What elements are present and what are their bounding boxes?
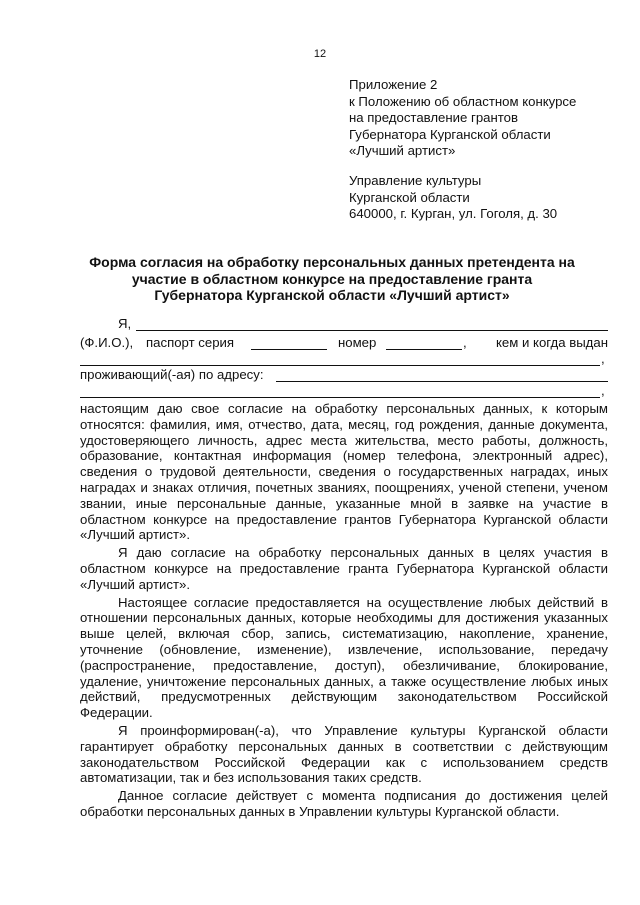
paragraph: настоящим даю свое согласие на обработку персональных данных, к которым относятся: фамилия, имя, отчество, дата, месяц, год рождения, данные документа, удостоверяющего личность, адрес места жительства, место работы, должность, образование, контактная информация (номер телефона, электронный адрес), сведения о трудовой деятельности, сведения о государственных наградах, иных наградах и знаках отличия, почетных званиях, поощрениях, ученой степени, ученом звании, иные персональные данные, указанные мной в заявке на участие в областном конкурсе на предоставление грантов Губернатора Курганской области «Лучший артист». bbox=[80, 401, 608, 543]
ya-label: Я, bbox=[118, 316, 132, 331]
appendix-line: «Лучший артист» bbox=[349, 143, 456, 159]
form-title bbox=[70, 254, 594, 304]
title-line: Форма согласия на обработку персональных данных претендента на bbox=[89, 254, 575, 270]
addressee-line: 640000, г. Курган, ул. Гоголя, д. 30 bbox=[349, 206, 558, 222]
appendix-line: на предоставление грантов bbox=[349, 110, 519, 126]
paragraph: Настоящее согласие предоставляется на осуществление любых действий в отношении персональных данных, которые необходимы для достижения указанных выше целей, включая сбор, запись, систематизацию, накопление, хранение, уточнение (обновление, изменение), извлечение, использование, передачу (распространение, предоставление, доступ), обезличивание, блокирование, удаление, уничтожение персональных данных, а также осуществление любых иных действий, предусмотренных действующим законодательством Российской Федерации. bbox=[80, 594, 608, 721]
page-number: 12 bbox=[313, 48, 327, 60]
addressee-line: Управление культуры bbox=[349, 173, 482, 188]
paragraph: Данное согласие действует с момента подписания до достижения целей обработки персональных данных в Управлении культуры Курганской области. bbox=[80, 788, 608, 819]
addressee-block bbox=[349, 173, 557, 223]
comma: , bbox=[601, 351, 605, 366]
consent-body bbox=[80, 401, 608, 820]
comma: , bbox=[601, 383, 605, 398]
address-label: проживающий(-ая) по адресу: bbox=[80, 367, 264, 382]
passport-series-field[interactable] bbox=[251, 349, 327, 350]
issued-by-label: кем и когда выдан bbox=[496, 335, 608, 350]
fio-field[interactable] bbox=[136, 330, 608, 331]
appendix-line: к Положению об областном конкурсе bbox=[349, 93, 577, 109]
address-continuation-field[interactable] bbox=[80, 397, 600, 398]
addressee-line: Курганской области bbox=[349, 189, 470, 205]
comma: , bbox=[463, 335, 467, 350]
appendix-block bbox=[349, 77, 576, 160]
title-line: участие в областном конкурсе на предоставление гранта bbox=[131, 270, 533, 287]
title-line: Губернатора Курганской области «Лучший артист» bbox=[154, 287, 510, 303]
fio-label: (Ф.И.О.), bbox=[80, 335, 134, 350]
issued-by-field[interactable] bbox=[80, 365, 600, 366]
address-field[interactable] bbox=[276, 381, 608, 382]
passport-number-field[interactable] bbox=[386, 349, 462, 350]
passport-number-label: номер bbox=[338, 335, 377, 350]
paragraph: Я даю согласие на обработку персональных данных в целях участия в областном конкурсе на предоставление гранта Губернатора Курганской области «Лучший артист». bbox=[80, 545, 608, 592]
appendix-line: Губернатора Курганской области bbox=[349, 126, 551, 142]
paragraph: Я проинформирован(-а), что Управление культуры Курганской области гарантирует обработку персональных данных в соответствии с действующим законодательством Российской Федерации как с использованием средств автоматизации, так и без использования таких средств. bbox=[80, 722, 608, 786]
passport-series-label: паспорт серия bbox=[146, 335, 235, 350]
appendix-line: Приложение 2 bbox=[349, 77, 438, 92]
